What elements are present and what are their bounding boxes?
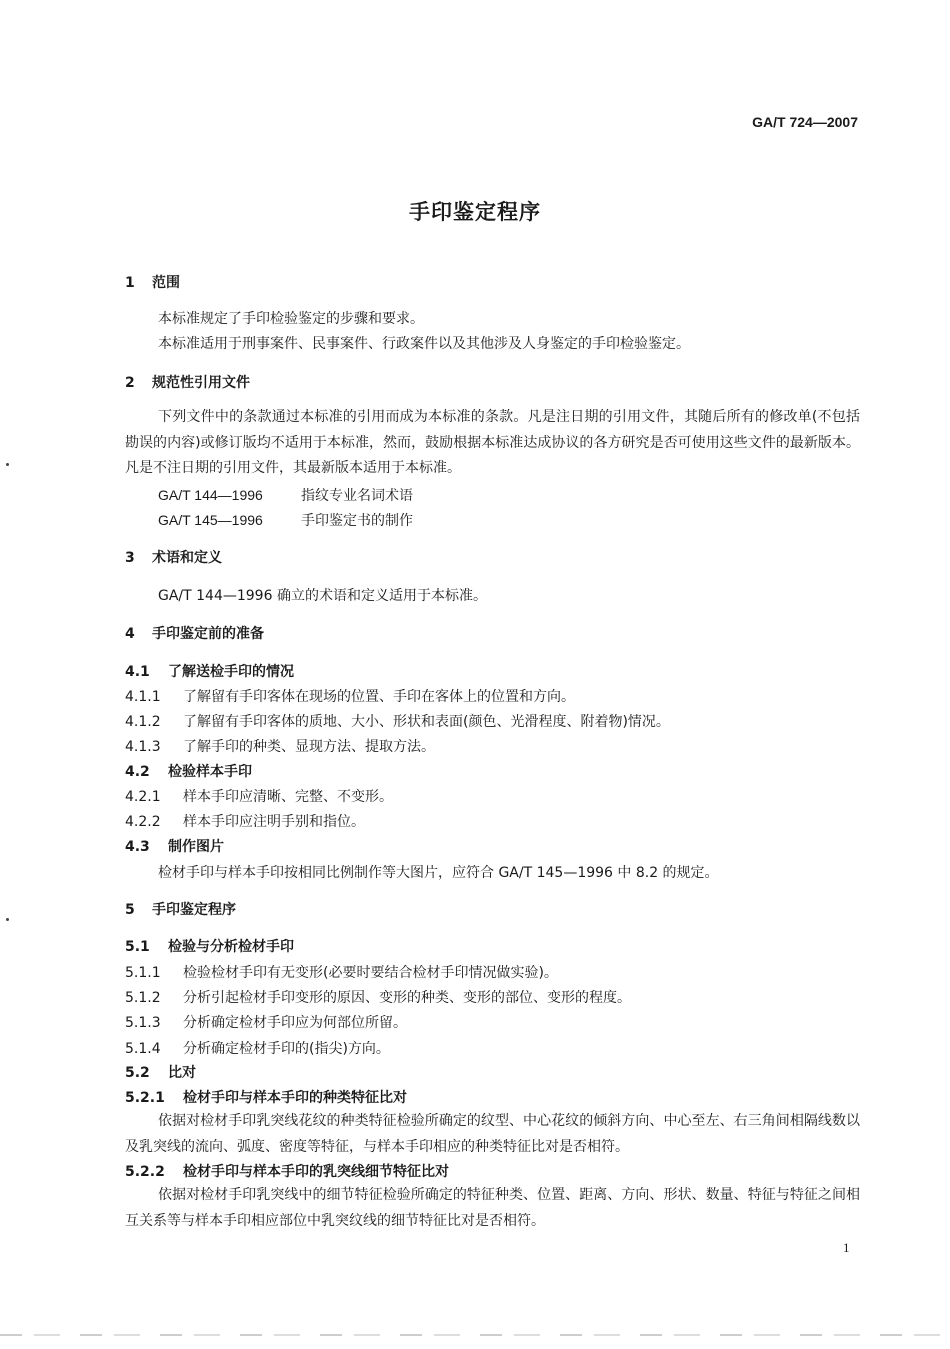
item-4-1-2: 4.1.2 了解留有手印客体的质地、大小、形状和表面(颜色、光滑程度、附着物)情况。: [125, 714, 670, 730]
section-3-heading: 3 术语和定义: [125, 550, 222, 566]
section-5-2-2-heading: 5.2.2 检材手印与样本手印的乳突线细节特征比对: [125, 1164, 449, 1180]
section-4-heading: 4 手印鉴定前的准备: [125, 626, 264, 642]
section-4-2-heading: 4.2 检验样本手印: [125, 764, 252, 780]
section-1-heading: 1 范围: [125, 275, 180, 291]
section-1-para-1: 本标准规定了手印检验鉴定的步骤和要求。: [158, 311, 424, 327]
item-4-1-1: 4.1.1 了解留有手印客体在现场的位置、手印在客体上的位置和方向。: [125, 689, 575, 705]
scan-speck: [6, 918, 9, 921]
section-5-1-heading: 5.1 检验与分析检材手印: [125, 939, 294, 955]
section-3-para: GA/T 144—1996 确立的术语和定义适用于本标准。: [158, 588, 487, 604]
standard-number: GA/T 724—2007: [752, 114, 858, 130]
section-5-2-heading: 5.2 比对: [125, 1065, 196, 1081]
section-4-3-heading: 4.3 制作图片: [125, 839, 224, 855]
section-4-1-heading: 4.1 了解送检手印的情况: [125, 664, 294, 680]
item-5-1-4: 5.1.4 分析确定检材手印的(指尖)方向。: [125, 1041, 390, 1057]
section-1-para-2: 本标准适用于刑事案件、民事案件、行政案件以及其他涉及人身鉴定的手印检验鉴定。: [158, 336, 690, 352]
section-4-3-para: 检材手印与样本手印按相同比例制作等大图片，应符合 GA/T 145—1996 中 8.2 的规定。: [158, 865, 719, 881]
reference-2: GA/T 145—1996 手印鉴定书的制作: [158, 512, 413, 529]
section-2-heading: 2 规范性引用文件: [125, 375, 250, 391]
item-5-1-3: 5.1.3 分析确定检材手印应为何部位所留。: [125, 1015, 407, 1031]
reference-1: GA/T 144—1996 指纹专业名词术语: [158, 487, 413, 504]
section-5-2-2-para: 依据对检材手印乳突线中的细节特征检验所确定的特征种类、位置、距离、方向、形状、数量、特征与特征之间相互关系等与样本手印相应部位中乳突纹线的细节特征比对是否相符。: [125, 1187, 860, 1229]
item-4-2-1: 4.2.1 样本手印应清晰、完整、不变形。: [125, 789, 393, 805]
item-5-1-2: 5.1.2 分析引起检材手印变形的原因、变形的种类、变形的部位、变形的程度。: [125, 990, 631, 1006]
page-number: 1: [843, 1240, 850, 1255]
section-5-2-1-heading: 5.2.1 检材手印与样本手印的种类特征比对: [125, 1090, 407, 1106]
page-title: 手印鉴定程序: [409, 200, 541, 224]
section-5-2-1-para: 依据对检材手印乳突线花纹的种类特征检验所确定的纹型、中心花纹的倾斜方向、中心至左、右三角间相隔线数以及乳突线的流向、弧度、密度等特征，与样本手印相应的种类特征比对是否相符。: [125, 1113, 860, 1155]
item-5-1-1: 5.1.1 检验检材手印有无变形(必要时要结合检材手印情况做实验)。: [125, 965, 558, 981]
item-4-2-2: 4.2.2 样本手印应注明手别和指位。: [125, 814, 365, 830]
section-2-para: 下列文件中的条款通过本标准的引用而成为本标准的条款。凡是注日期的引用文件，其随后所有的修改单(不包括勘误的内容)或修订版均不适用于本标准，然而，鼓励根据本标准达成协议的各方研究是否可使用这些文件的最新版本。凡是不注日期的引用文件，其最新版本适用于本标准。: [125, 409, 860, 476]
scan-speck: [6, 463, 9, 466]
item-4-1-3: 4.1.3 了解手印的种类、显现方法、提取方法。: [125, 739, 435, 755]
scan-edge-line: [0, 1334, 950, 1336]
section-5-heading: 5 手印鉴定程序: [125, 902, 236, 918]
